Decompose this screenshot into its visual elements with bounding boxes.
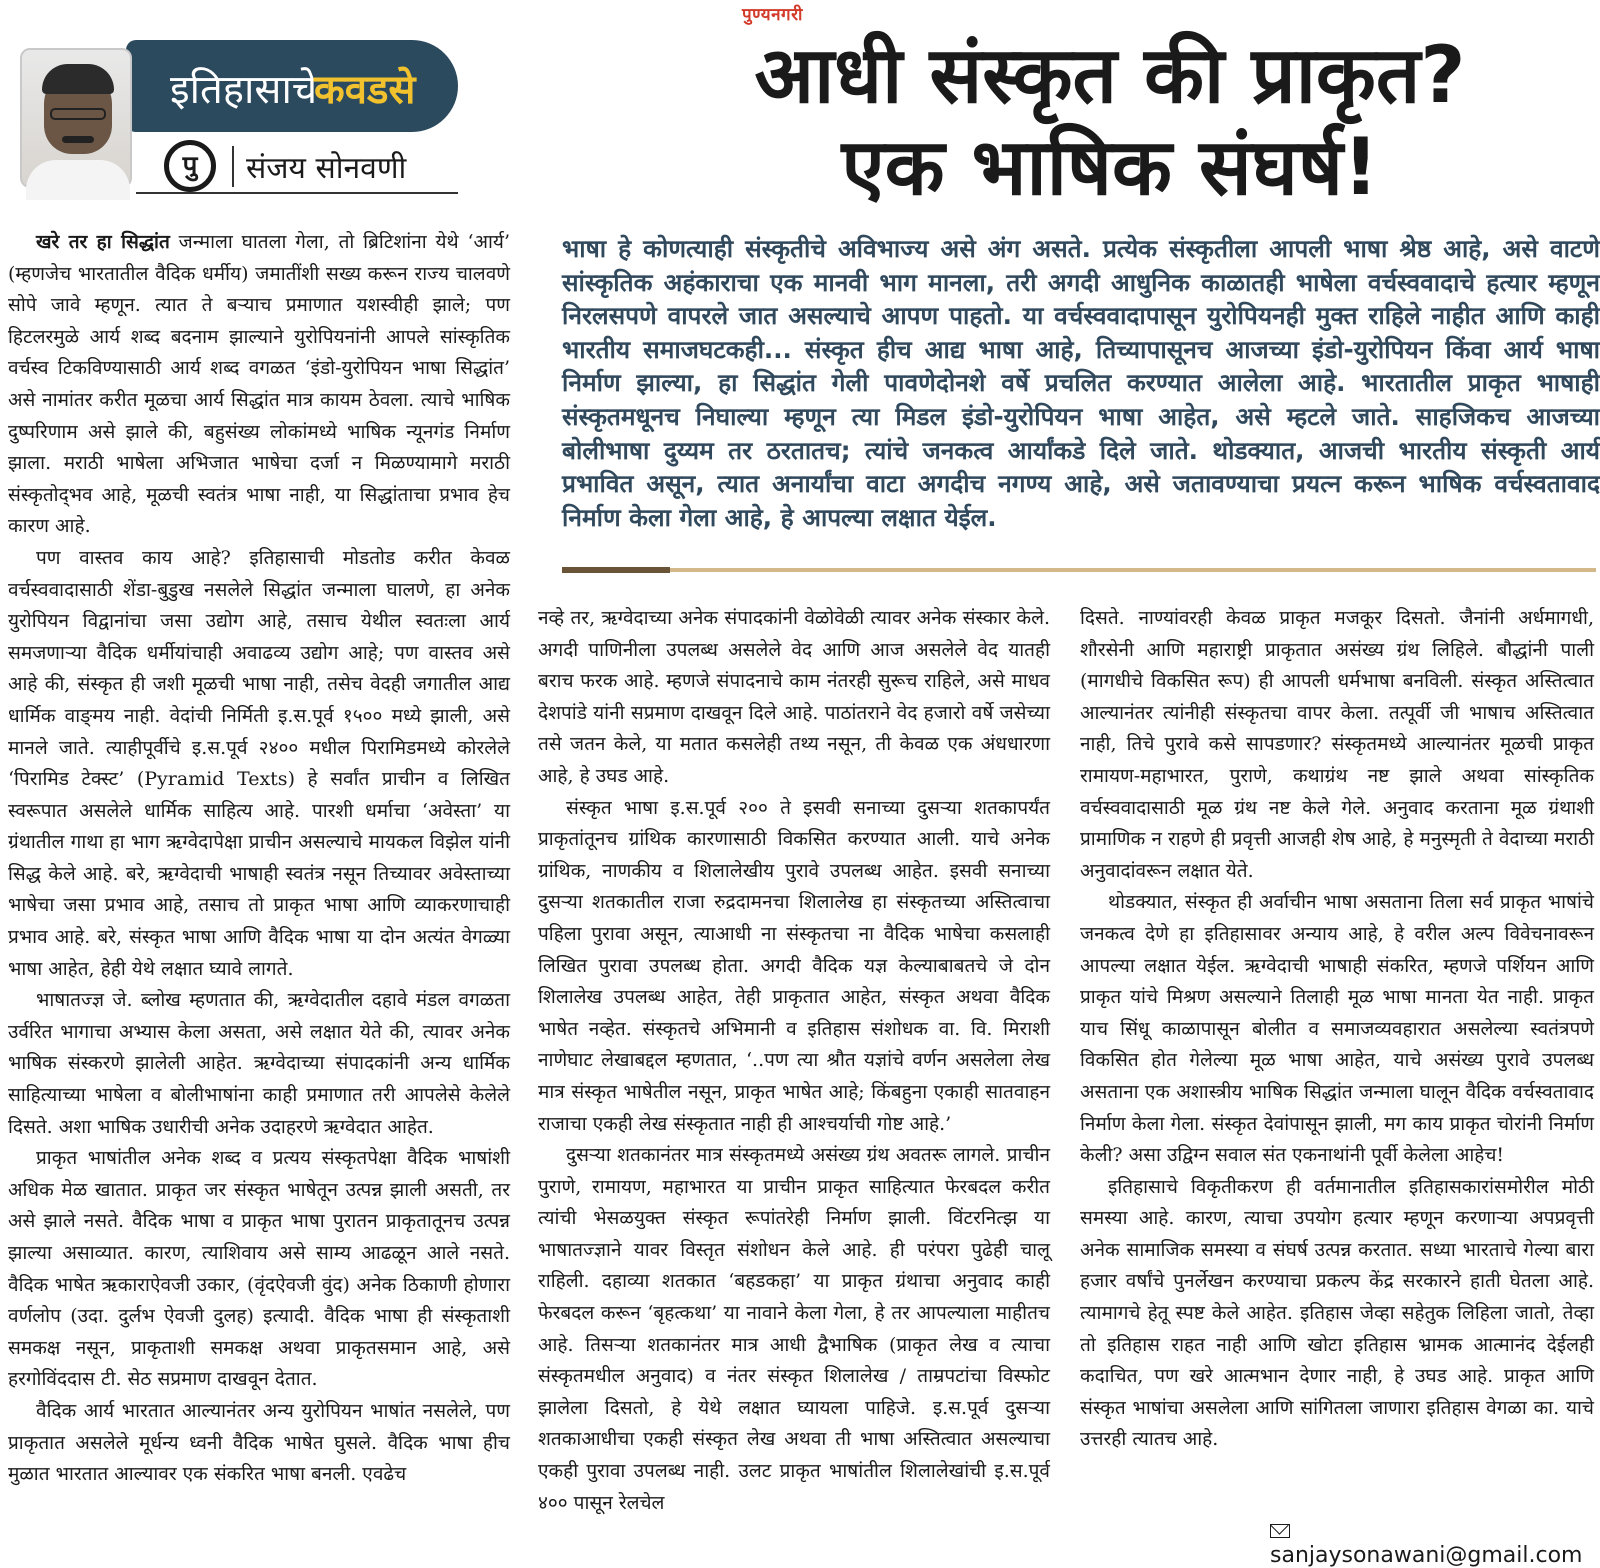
paragraph: नव्हे तर, ऋग्वेदाच्या अनेक संपादकांनी वेळोवेळी त्यावर अनेक संस्कार केले. अगदी पाणिनीला उपलब्ध असलेले वेद आणि आज असलेले वेद यातही बराच फरक आहे. म्हणजे संपादनाचे काम नंतरही सुरूच राहिले, असे माधव देशपांडे यांनी सप्रमाण दाखवून दिले आहे. पाठांतराने वेद हजारो वर्षे जसेच्या तसे जतन केले, या मतात कसलेही तथ्य नसून, ती केवळ एक अंधधारणा आहे, हे उघड आहे. (538, 607, 1050, 787)
headline (660, 30, 1560, 214)
paragraph: थोडक्यात, संस्कृत ही अर्वाचीन भाषा असताना तिला सर्व प्राकृत भाषांचे जनकत्व देणे हा इतिहासावर अन्याय आहे, हे वरील अल्प विवेचनावरून आपल्या लक्षात येईल. ऋग्वेदाची भाषाही संकरित, म्हणजे पर्शियन आणि प्राकृत यांचे मिश्रण असल्याने तिलाही मूळ भाषा मानता येत नाही. प्राकृत याच सिंधू काळापासून बोलीत व समाजव्यवहारात असलेल्या स्वतंत्रपणे विकसित होत गेलेल्या मूळ भाषा आहेत, याचे असंख्य पुरावे उपलब्ध असताना एक अशास्त्रीय भाषिक सिद्धांत जन्माला घालून वैदिक वर्चस्वतावाद निर्माण केला गेला. संस्कृत देवांपासून झाली, मग काय प्राकृत चोरांनी निर्माण केली? असा उद्विग्न सवाल संत एकनाथांनी पूर्वी केलेला आहेच! (1080, 891, 1594, 1167)
paragraph: दुसऱ्या शतकानंतर मात्र संस्कृतमध्ये असंख्य ग्रंथ अवतरू लागले. प्राचीन पुराणे, रामायण, महाभारत या प्राचीन प्राकृत साहित्यात फेरबदल करीत त्यांची भेसळयुक्त संस्कृत रूपांतरेही निर्माण झाली. विंटरनित्झ या भाषातज्ज्ञाने यावर विस्तृत संशोधन केले आहे. ही परंपरा पुढेही चालू राहिली. दहाव्या शतकात ‘बहडकहा’ या प्राकृत ग्रंथाचा अनुवाद काही फेरबदल करून ‘बृहत्कथा’ या नावाने केला गेला, हे तर आपल्याला माहीतच आहे. तिसऱ्या शतकानंतर मात्र आधी द्वैभाषिक (प्राकृत लेख व त्याचा संस्कृतमधील अनुवाद) व नंतर संस्कृत शिलालेख / ताम्रपटांचा विस्फोट झालेला दिसतो, हे येथे लक्षात घ्यायला पाहिजे. इ.स.पूर्व दुसऱ्या शतकाआधीचा एकही संस्कृत लेख अथवा ती भाषा अस्तित्वात असल्याचा एकही पुरावा उपलब्ध नाही. उलट प्राकृत भाषांतील शिलालेखांची इ.स.पूर्व ४०० पासून रेलचेल (538, 1144, 1050, 1514)
author-name: संजय सोनवणी (232, 146, 406, 187)
lead-in-phrase: खरे तर हा सिद्धांत (36, 231, 170, 253)
column-title-bold: कवडसे (314, 67, 416, 113)
column-title-banner (126, 40, 458, 132)
newspaper-logo-icon: पु (164, 140, 216, 192)
paragraph: खरे तर हा सिद्धांत जन्माला घातला गेला, तो ब्रिटिशांना येथे ‘आर्य’ (म्हणजेच भारतातील वैदिक धर्मीय) जमातींशी सख्य करून राज्य चालवणे सोपे जावे म्हणून. त्यात ते बऱ्याच प्रमाणात यशस्वीही झाले; पण हिटलरमुळे आर्य शब्द बदनाम झाल्याने युरोपियनांनी आपले सांस्कृतिक वर्चस्व टिकविण्यासाठी आर्य शब्द वगळत ‘इंडो-युरोपियन भाषा सिद्धांत’ असे नामांतर करीत मूळचा आर्य सिद्धांत मात्र कायम ठेवला. त्याचे भाषिक दुष्परिणाम असे झाले की, बहुसंख्य लोकांमध्ये भाषिक न्यूनगंड निर्माण झाला. मराठी भाषेला अभिजात भाषेचा दर्जा न मिळण्यामागे मराठी संस्कृतोद्‌भव आहे, मूळची स्वतंत्र भाषा नाही, या सिद्धांताचा प्रभाव हेच कारण आहे. (8, 231, 510, 538)
author-email[interactable] (1270, 1518, 1600, 1568)
column-banner (18, 40, 458, 195)
masthead-logo: पुण्यनगरी (742, 5, 803, 25)
headline-line-2: एक भाषिक संघर्ष! (841, 123, 1379, 213)
paragraph: वैदिक आर्य भारतात आल्यानंतर अन्य युरोपियन भाषांत नसलेले, पण प्राकृतात असलेले मूर्धन्य ध्वनी वैदिक भाषेत घुसले. वैदिक भाषा हीच मुळात भारतात आल्यावर एक संकरित भाषा बनली. एवढेच (8, 1399, 510, 1486)
paragraph: पण वास्तव काय आहे? इतिहासाची मोडतोड करीत केवळ वर्चस्ववादासाठी शेंडा-बुडुख नसलेले सिद्धांत जन्माला घालणे, हा अनेक युरोपियन विद्वानांचा जसा उद्योग आहे, तसाच येथील स्वतःला आर्य समजणाऱ्या वैदिक धर्मीयांचाही अवाढव्य उद्योग आहे; पण वास्तव असे आहे की, संस्कृत ही जशी मूळची भाषा नाही, तसेच वेदही जगातील आद्य धार्मिक वाङ्‌मय नाही. वेदांची निर्मिती इ.स.पूर्व १५०० मध्ये झाली, असे मानले जाते. त्याहीपूर्वीचे इ.स.पूर्व २४०० मधील पिरामिडमध्ये कोरलेले ‘पिरामिड टेक्स्ट’ (Pyramid Texts) हे सर्वांत प्राचीन व लिखित स्वरूपात असलेले धार्मिक साहित्य आहे. पारशी धर्माचा ‘अवेस्ता’ या ग्रंथातील गाथा हा भाग ऋग्वेदापेक्षा प्राचीन असल्याचे मायकल विझेल यांनी सिद्ध केले आहे. बरे, ऋग्वेदाची भाषाही स्वतंत्र नसून तिच्यावर अवेस्ताच्या भाषेचा जसा प्रभाव आहे, तसाच तो प्राकृत भाषा आणि व्याकरणाचाही प्रभाव आहे. बरे, संस्कृत भाषा आणि वैदिक भाषा या दोन अत्यंत वेगळ्या भाषा आहेत, हेही येथे लक्षात घ्यावे लागते. (8, 546, 510, 980)
lead-paragraph: भाषा हे कोणत्याही संस्कृतीचे अविभाज्य असे अंग असते. प्रत्येक संस्कृतीला आपली भाषा श्रेष्ठ आहे, असे वाटणे सांस्कृतिक अहंकाराचा एक मानवी भाग मानला, तरी अगदी आधुनिक काळातही भाषेला वर्चस्ववादाचे हत्यार म्हणून निरलसपणे वापरले जात असल्याचे आपण पाहतो. या वर्चस्ववादापासून युरोपियनही मुक्त राहिले नाहीत आणि काही भारतीय समाजघटकही... संस्कृत हीच आद्य भाषा आहे, तिच्यापासूनच आजच्या इंडो-युरोपियन किंवा आर्य भाषा निर्माण झाल्या, हा सिद्धांत गेली पावणेदोनशे वर्षे प्रचलित करण्यात आलेला आहे. भारतातील प्राकृत भाषाही संस्कृतमधूनच निघाल्या म्हणून त्या मिडल इंडो-युरोपियन भाषा आहेत, असे म्हटले जाते. साहजिकच आजच्या बोलीभाषा दुय्यम तर ठरतातच; त्यांचे जनकत्व आर्यांकडे दिले जाते. थोडक्यात, आजची भारतीय संस्कृती आर्य प्रभावित असून, त्यात अनार्यांचा वाटा अगदीच नगण्य आहे, असे जतावण्याचा प्रयत्न करून भाषिक वर्चस्वतावाद निर्माण केला गेला आहे, हे आपल्या लक्षात येईल. (562, 234, 1600, 532)
email-address[interactable]: sanjaysonawani@gmail.com (1270, 1543, 1583, 1568)
article-column-2 (538, 603, 1050, 1519)
paragraph: भाषातज्ज्ञ जे. ब्लोख म्हणतात की, ऋग्वेदातील दहावे मंडल वगळता उर्वरित भागाचा अभ्यास केला असता, असे लक्षात येते की, त्यावर अनेक भाषिक संस्करणे झालेली आहेत. ऋग्वेदाच्या संपादकांनी अन्य धार्मिक साहित्याच्या भाषेला व बोलीभाषांना काही प्रमाणात तरी आपलेसे केलेले दिसते. अशा भाषिक उधारीची अनेक उदाहरणे ऋग्वेदात आहेत. (8, 989, 510, 1138)
banner-divider (136, 192, 458, 194)
headline-line-1: आधी संस्कृत की प्राकृत? (754, 31, 1466, 121)
mail-icon (1270, 1524, 1290, 1538)
paragraph: दिसते. नाण्यांवरही केवळ प्राकृत मजकूर दिसतो. जैनांनी अर्धमागधी, शौरसेनी आणि महाराष्ट्री प्राकृतात असंख्य ग्रंथ लिहिले. बौद्धांनी पाली (मागधीचे विकसित रूप) ही आपली धर्मभाषा बनविली. संस्कृत अस्तित्वात आल्यानंतर त्यांनीही संस्कृतचा वापर केला. तत्पूर्वी जी भाषाच अस्तित्वात नाही, तिचे पुरावे कसे सापडणार? संस्कृतमध्ये आल्यानंतर मूळची प्राकृत रामायण-महाभारत, पुराणे, कथाग्रंथ नष्ट झाले अथवा सांस्कृतिक वर्चस्ववादासाठी मूळ ग्रंथ नष्ट केले गेले. अनुवाद करताना मूळ ग्रंथाशी प्रामाणिक न राहणे ही प्रवृत्ती आजही शेष आहे, हे मनुस्मृती ते वेदाच्या मराठी अनुवादांवरून लक्षात येते. (1080, 607, 1594, 882)
paragraph: प्राकृत भाषांतील अनेक शब्द व प्रत्यय संस्कृतपेक्षा वैदिक भाषांशी अधिक मेळ खातात. प्राकृत जर संस्कृत भाषेतून उत्पन्न झाली असती, तर असे झाले नसते. वैदिक भाषा व प्राकृत भाषा पुरातन प्राकृतातूनच उत्पन्न झाल्या असाव्यात. कारण, त्याशिवाय असे साम्य आढळून आले नसते. वैदिक भाषेत ऋकाराऐवजी उकार, (वृंदऐवजी वुंद) अनेक ठिकाणी होणारा वर्णलोप (उदा. दुर्लभ ऐवजी दुलह) इत्यादी. वैदिक भाषा ही संस्कृताशी समकक्ष नसून, प्राकृताशी समकक्ष अथवा प्राकृतसमान आहे, असे हरगोविंददास टी. सेठ सप्रमाण दाखवून देतात. (8, 1147, 510, 1391)
paragraph: संस्कृत भाषा इ.स.पूर्व २०० ते इसवी सनाच्या दुसऱ्या शतकापर्यंत प्राकृतांतूनच ग्रांथिक कारणासाठी विकसित करण्यात आली. याचे अनेक ग्रांथिक, नाणकीय व शिलालेखीय पुरावे उपलब्ध आहेत. इसवी सनाच्या दुसऱ्या शतकातील राजा रुद्रदामनचा शिलालेख हा संस्कृतच्या अस्तित्वाचा पहिला पुरावा असून, त्याआधी ना संस्कृतचा ना वैदिक भाषेचा कसलाही लिखित पुरावा उपलब्ध होता. अगदी वैदिक यज्ञ केल्याबाबतचे जे दोन शिलालेख उपलब्ध आहेत, तेही प्राकृतात आहेत, संस्कृत अथवा वैदिक भाषेत नव्हेत. संस्कृतचे अभिमानी व इतिहास संशोधक वा. वि. मिराशी नाणेघाट लेखाबद्दल म्हणतात, ‘..पण त्या श्रौत यज्ञांचे वर्णन असलेला लेख मात्र संस्कृत भाषेतील नसून, प्राकृत भाषेत आहे; किंबहुना एकाही सातवाहन राजाचा एकही लेख संस्कृतात नाही ही आश्चर्याची गोष्ट आहे.’ (538, 796, 1050, 1135)
author-photo (20, 48, 132, 188)
paragraph: इतिहासाचे विकृतीकरण ही वर्तमानातील इतिहासकारांसमोरील मोठी समस्या आहे. कारण, त्याचा उपयोग हत्यार म्हणून करणाऱ्या अपप्रवृत्ती अनेक सामाजिक समस्या व संघर्ष उत्पन्न करतात. सध्या भारताचे गेल्या बारा हजार वर्षांचे पुनर्लेखन करण्याचा प्रकल्प केंद्र सरकारने हाती घेतला आहे. त्यामागचे हेतू स्पष्ट केले आहेत. इतिहास जेव्हा सहेतुक लिहिला जातो, तेव्हा तो इतिहास राहत नाही आणि खोटा इतिहास भ्रामक आत्मानंद देईलही कदाचित, पण खरे आत्मभान देणार नाही, हे उघड आहे. प्राकृत आणि संस्कृत भाषांचा असलेला आणि सांगितला जाणारा इतिहास वेगळा का. याचे उत्तरही त्यातच आहे. (1080, 1175, 1594, 1451)
column-title-light: इतिहासाचे (170, 67, 318, 113)
article-column-1 (8, 227, 510, 1491)
article-column-3 (1080, 603, 1594, 1456)
lead-divider (562, 568, 1596, 572)
